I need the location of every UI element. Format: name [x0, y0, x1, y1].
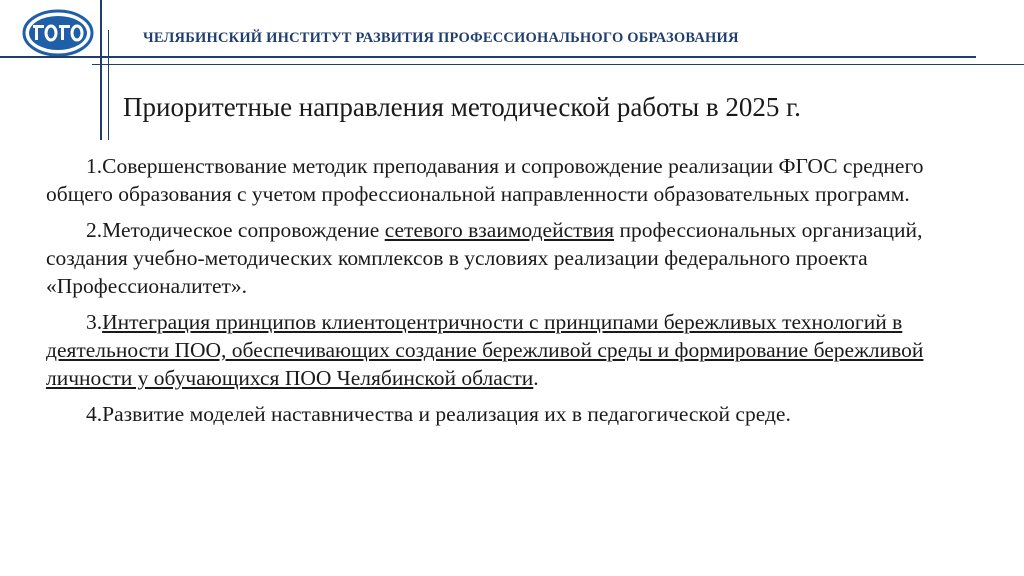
list-item-2: [46, 216, 986, 300]
slide-title: Приоритетные направления методической работы в 2025 г.: [123, 92, 801, 122]
list-item-4: 4.Развитие моделей наставничества и реализация их в педагогической среде.: [86, 402, 791, 426]
decor-horizontal-line-thin: [92, 64, 1024, 65]
list-item-2-suffix: профессиональных организаций, создания учебно-методических комплексов в условиях реализации федерального проекта «Профессионалитет».: [46, 218, 923, 298]
list-item-2-prefix: 2.Методическое сопровождение: [86, 218, 385, 242]
list-item-2-underlined: сетевого взаимодействия: [384, 218, 615, 242]
decor-vertical-line: [100, 0, 102, 140]
list-item-1: 1.Совершенствование методик преподавания и сопровождение реализации ФГОС среднего общего образования с учетом профессиональной направленности образовательных программ.: [46, 154, 924, 206]
list-item-3: [46, 308, 986, 392]
decor-horizontal-line: [0, 56, 976, 58]
institute-name: ЧЕЛЯБИНСКИЙ ИНСТИТУТ РАЗВИТИЯ ПРОФЕССИОНАЛЬНОГО ОБРАЗОВАНИЯ: [143, 30, 739, 46]
list-item-3-prefix: 3.: [86, 310, 103, 334]
decor-vertical-line-thin: [108, 30, 109, 140]
institute-logo-icon: [22, 8, 94, 58]
list-item-3-underlined: Интеграция принципов клиентоцентричности с принципами бережливых технологий в деятельности ПОО, обеспечивающих создание бережливой среды и формирование бережливой личности у обучающихся ПОО Челябинской области: [46, 310, 924, 390]
list-item-3-suffix: .: [533, 366, 539, 390]
priorities-list: [46, 152, 986, 436]
